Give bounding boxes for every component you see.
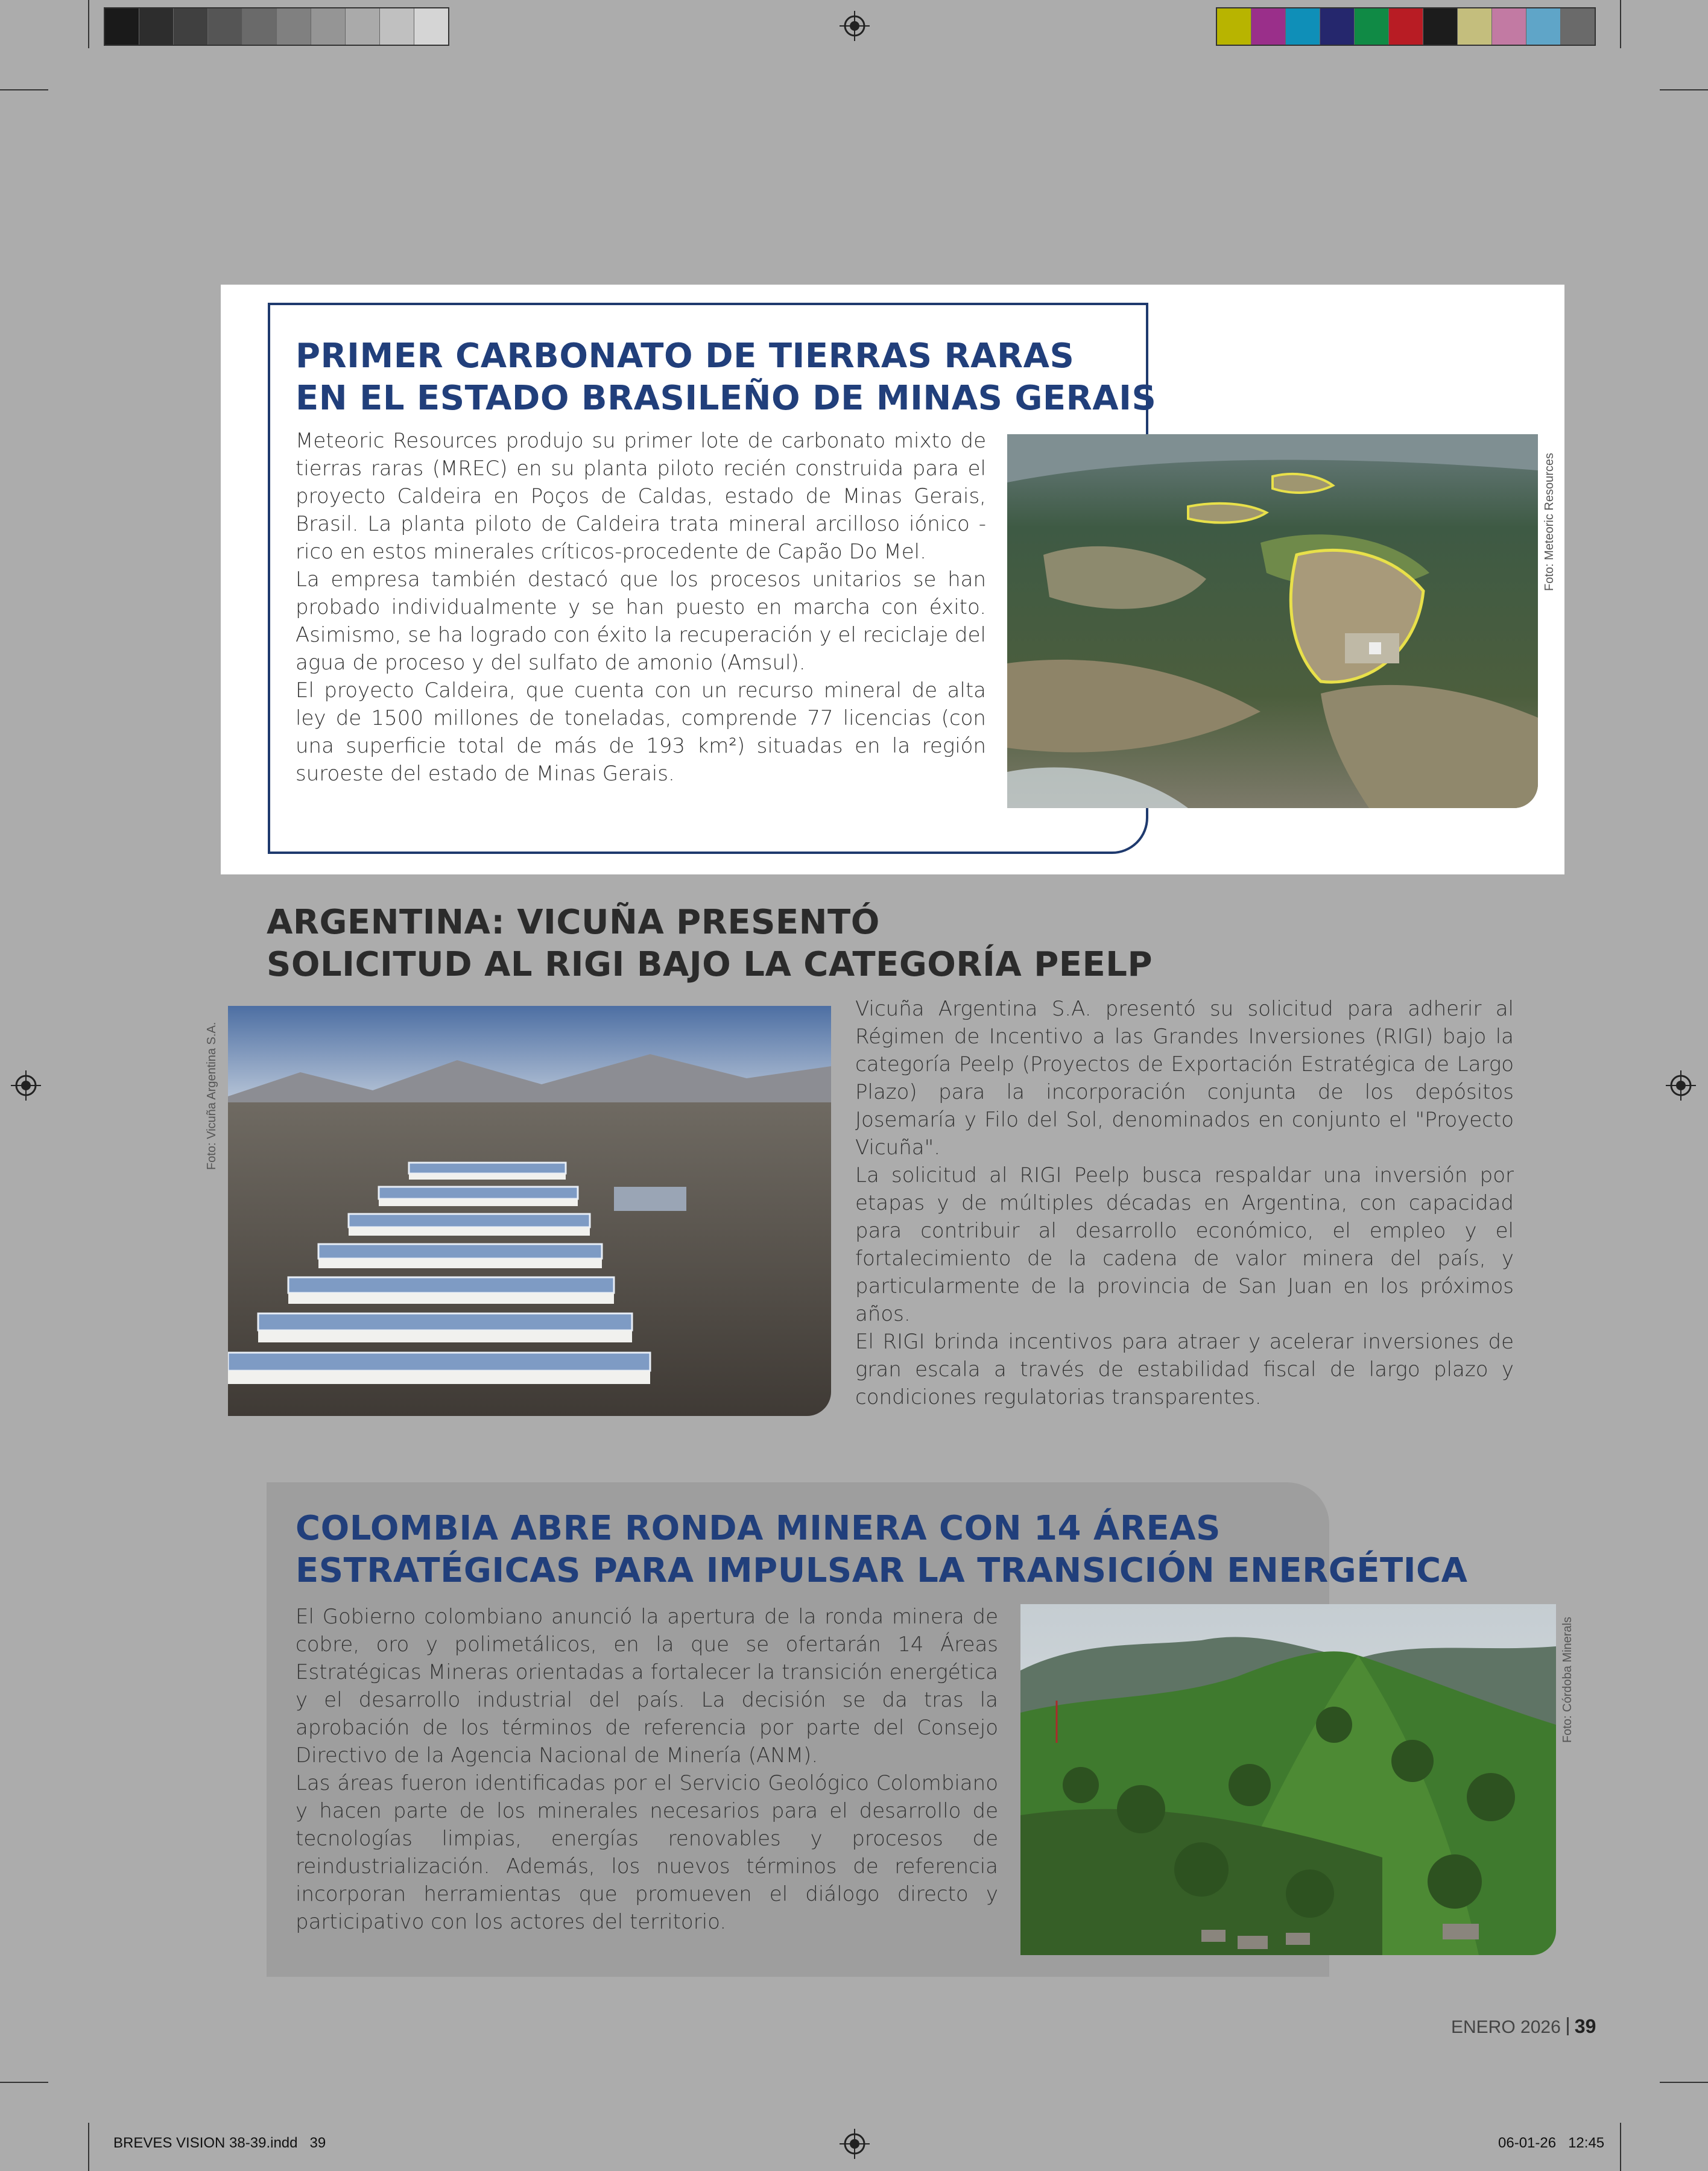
registration-mark-icon [840,11,870,41]
aerial-mine-photo [1007,434,1538,808]
crop-mark [88,0,89,48]
registration-mark-icon [840,2129,870,2159]
article3-title-line1: COLOMBIA ABRE RONDA MINERA CON 14 ÁREAS [296,1509,1221,1548]
grayscale-color-bar [104,7,449,46]
registration-mark-icon [1666,1070,1696,1101]
slug-timestamp: 06-01-26 12:45 [1498,2135,1605,2151]
article3-title [296,1508,1467,1592]
article2-title [267,902,1153,986]
article2-title-line1: ARGENTINA: VICUÑA PRESENTÓ [267,903,880,942]
folio-page-number: 39 [1574,2015,1596,2037]
article2-body [855,995,1514,1411]
page-folio [1451,2015,1596,2038]
crop-mark [0,2082,48,2083]
mining-camp-photo [228,1006,831,1416]
article2-paragraph: Vicuña Argentina S.A. presentó su solicitud para adherir al Régimen de Incentivo a las Grandes Inversiones (RIGI) bajo la categoría Peelp (Proyectos de Exportación Estratégica de Largo Plazo) para la incorporación conjunta de los depósitos Josemaría y Filo del Sol, denominados en conjunto el "Proyecto Vicuña". [855,997,1514,1160]
crop-mark [88,2123,89,2171]
article1-title [296,335,1156,420]
forest-hills-photo [1020,1604,1556,1955]
folio-issue: ENERO 2026 [1451,2017,1561,2037]
crop-mark [1620,0,1621,48]
article1-body [296,427,986,788]
article1-title-line1: PRIMER CARBONATO DE TIERRAS RARAS [296,337,1075,376]
article2-paragraph: El RIGI brinda incentivos para atraer y acelerar inversiones de gran escala a través de estabilidad fiscal de largo plazo y condiciones regulatorias transparentes. [855,1330,1514,1409]
article2-paragraph: La solicitud al RIGI Peelp busca respaldar una inversión por etapas y de múltiples décadas en Argentina, con capacidad para contribuir al desarrollo económico, el empleo y el fortalecimiento de la cadena de valor minera del país, y particularmente de la provincia de San Juan en los próximos años. [855,1163,1514,1326]
photo-credit: Foto: Meteoric Resources [1543,453,1556,591]
article2-title-line2: SOLICITUD AL RIGI BAJO LA CATEGORÍA PEELP [267,945,1153,984]
folio-separator [1567,2017,1569,2035]
slug-file-name: BREVES VISION 38-39.indd 39 [113,2135,326,2151]
article1-paragraph: El proyecto Caldeira, que cuenta con un recurso mineral de alta ley de 1500 millones de toneladas, comprende 77 licencias (con una superficie total de más de 193 km²) situadas en la región suroeste del estado de Minas Gerais. [296,678,986,786]
article3-paragraph: Las áreas fueron identificadas por el Servicio Geológico Colombiano y hacen parte de los minerales necesarios para el desarrollo de tecnologías limpias, energías renovables y procesos de reindustrialización. Además, los nuevos términos de referencia incorporan herramientas que promueven el diálogo directo y participativo con los actores del territorio. [296,1771,998,1934]
article3-paragraph: El Gobierno colombiano anunció la apertura de la ronda minera de cobre, oro y polimetálicos, en la que se ofertarán 14 Áreas Estratégicas Mineras orientadas a fortalecer la transición energética y el desarrollo industrial del país. La decisión se da tras la aprobación de los términos de referencia por parte del Consejo Directivo de la Agencia Nacional de Minería (ANM). [296,1605,998,1768]
photo-credit: Foto: Córdoba Minerals [1561,1617,1574,1743]
article1-title-line2: EN EL ESTADO BRASILEÑO DE MINAS GERAIS [296,379,1157,418]
article1-paragraph: Meteoric Resources produjo su primer lote de carbonato mixto de tierras raras (MREC) en su planta piloto recién construida para el proyecto Caldeira en Poços de Caldas, estado de Minas Gerais, Brasil. La planta piloto de Caldeira trata mineral arcilloso iónico -rico en estos minerales críticos-procedente de Capão Do Mel. [296,429,986,564]
crop-mark [1660,2082,1708,2083]
article3-body [296,1603,998,1936]
article3-title-line2: ESTRATÉGICAS PARA IMPULSAR LA TRANSICIÓN ENERGÉTICA [296,1551,1468,1590]
article1-paragraph: La empresa también destacó que los procesos unitarios se han probado individualmente y se han puesto en marcha con éxito. Asimismo, se ha logrado con éxito la recuperación y el reciclaje del agua de proceso y del sulfato de amonio (Amsul). [296,567,986,675]
photo-credit: Foto: Vicuña Argentina S.A. [205,1022,218,1170]
crop-mark [1660,89,1708,90]
crop-mark [0,89,48,90]
crop-mark [1620,2123,1621,2171]
registration-mark-icon [11,1070,41,1101]
process-color-bar [1216,7,1596,46]
